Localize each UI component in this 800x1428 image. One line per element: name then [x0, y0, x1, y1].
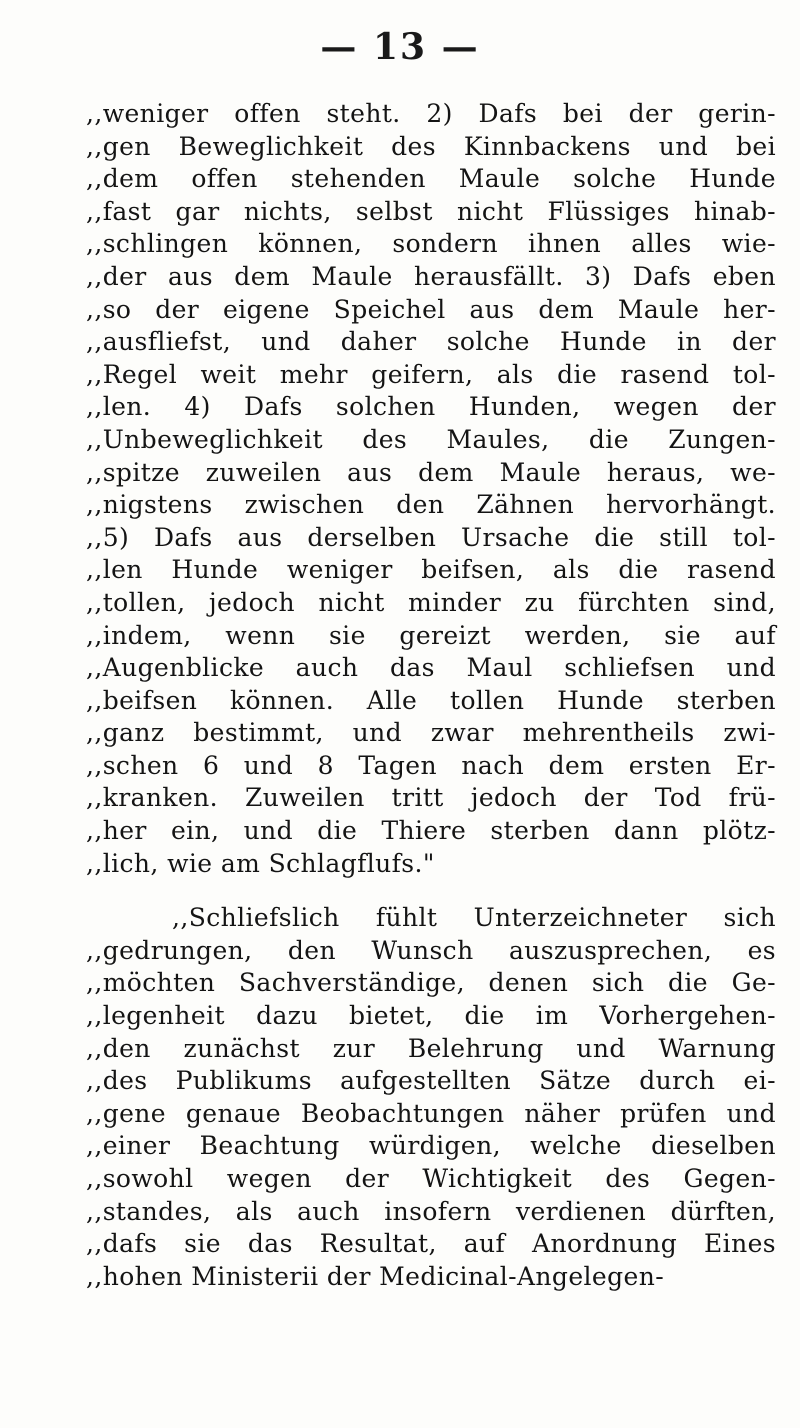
text-line: ,,5) Dafs aus derselben Ursache die still tol- — [86, 522, 776, 552]
text-line: ,,der aus dem Maule herausfällt. 3) Dafs eben — [86, 261, 776, 291]
text-line: ,,legenheit dazu bietet, die im Vorhergehen- — [86, 1001, 776, 1031]
text-line: ,,len. 4) Dafs solchen Hunden, wegen der — [86, 392, 776, 422]
text-line: ,,kranken. Zuweilen tritt jedoch der Tod frü- — [86, 783, 776, 813]
text-line: ,,len Hunde weniger beifsen, als die rasend — [86, 555, 776, 585]
text-line: ,,schlingen können, sondern ihnen alles wie- — [86, 229, 776, 259]
text-line: ,,schen 6 und 8 Tagen nach dem ersten Er- — [86, 750, 776, 780]
text-line: ,,Augenblicke auch das Maul schliefsen und — [86, 653, 776, 683]
text-line: ,,Schliefslich fühlt Unterzeichneter sich — [172, 903, 776, 933]
text-line: ,,weniger offen steht. 2) Dafs bei der gerin- — [86, 99, 776, 128]
text-line: ,,nigstens zwischen den Zähnen hervorhängt. — [86, 490, 776, 520]
text-line: ,,ganz bestimmt, und zwar mehrentheils zwi- — [86, 718, 776, 748]
text-line: ,,hohen Ministerii der Medicinal-Angelegen- — [86, 1261, 665, 1291]
text-line: ,,des Publikums aufgestellten Sätze durch ei- — [86, 1066, 776, 1096]
text-line: ,,ausfliefst, und daher solche Hunde in der — [86, 327, 776, 357]
text-line: ,,fast gar nichts, selbst nicht Flüssiges hinab- — [86, 196, 776, 226]
text-line: ,,gene genaue Beobachtungen näher prüfen und — [86, 1098, 776, 1128]
text-line: ,,so der eigene Speichel aus dem Maule her- — [86, 294, 776, 324]
text-line: ,,her ein, und die Thiere sterben dann plötz- — [86, 816, 776, 846]
text-line: ,,tollen, jedoch nicht minder zu fürchten sind, — [86, 587, 776, 617]
text-line: ,,indem, wenn sie gereizt werden, sie auf — [86, 620, 776, 650]
text-line: ,,lich, wie am Schlagflufs." — [86, 848, 435, 878]
text-line: ,,dafs sie das Resultat, auf Anordnung Eines — [86, 1229, 776, 1259]
text-line: ,,einer Beachtung würdigen, welche dieselben — [86, 1131, 776, 1161]
page-number: — 13 — — [320, 26, 480, 68]
text-line: ,,gen Beweglichkeit des Kinnbackens und bei — [86, 131, 776, 161]
text-line: ,,Unbeweglichkeit des Maules, die Zungen- — [86, 424, 776, 454]
text-line: ,,den zunächst zur Belehrung und Warnung — [86, 1033, 776, 1063]
paragraph-break — [86, 880, 776, 902]
body-text — [86, 98, 776, 1293]
text-line: ,,spitze zuweilen aus dem Maule heraus, we- — [86, 457, 776, 487]
text-line: ,,standes, als auch insofern verdienen dürften, — [86, 1196, 776, 1226]
text-line: ,,beifsen können. Alle tollen Hunde sterben — [86, 685, 776, 715]
text-line: ,,gedrungen, den Wunsch auszusprechen, es — [86, 935, 776, 965]
text-line: ,,sowohl wegen der Wichtigkeit des Gegen- — [86, 1164, 776, 1193]
text-line: ,,möchten Sachverständige, denen sich die Ge- — [86, 968, 776, 998]
text-line: ,,dem offen stehenden Maule solche Hunde — [86, 164, 776, 194]
text-line: ,,Regel weit mehr geifern, als die rasend tol- — [86, 359, 776, 389]
